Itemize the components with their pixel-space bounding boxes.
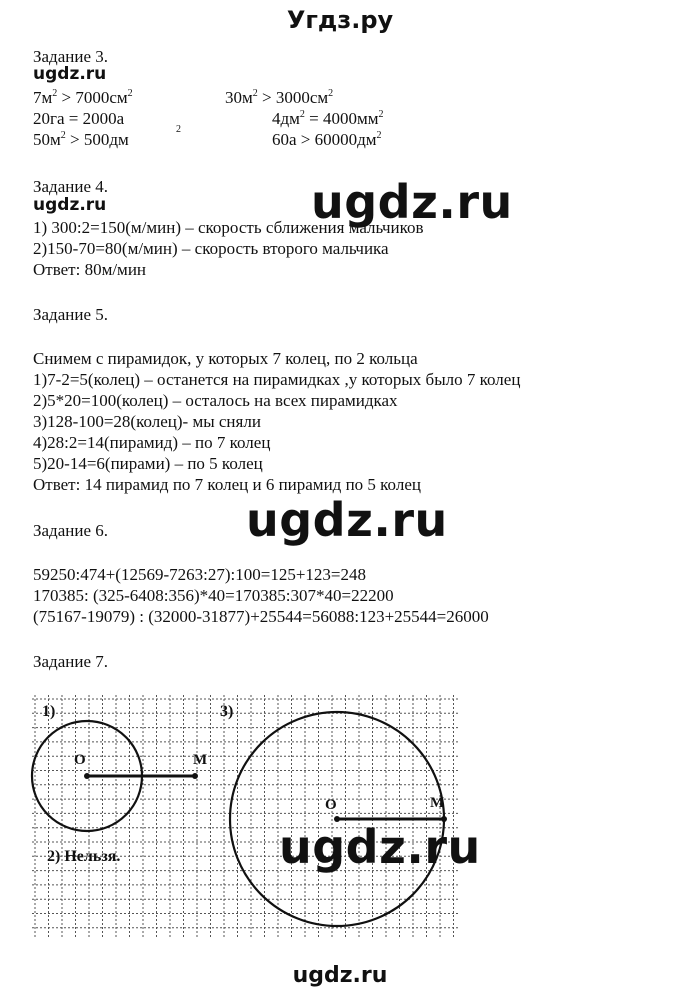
task3-title: Задание 3. (33, 47, 108, 66)
label-o-1: O (74, 752, 86, 768)
point-m-1 (192, 773, 198, 779)
watermark-small: ugdz.ru (33, 195, 107, 215)
site-header: Угдз.ру (286, 6, 394, 34)
task3-row3-right: $60а > 60000дм^2$ (272, 130, 382, 149)
task6-line-1: 59250:474+(12569-7263:27):100=125+123=248 (33, 565, 367, 584)
task6-line-2: 170385: (325-6408:356)*40=170385:307*40=22200 (33, 586, 394, 605)
task5-title: Задание 5. (33, 305, 108, 324)
figure-label-2: 2) Нельзя. (47, 848, 121, 865)
task5-line-3: 2)5*20=100(колец) – осталось на всех пирамидках (33, 391, 398, 410)
task5-line-6: 5)20-14=6(пирами) – по 5 колец (33, 454, 263, 473)
task3-row1-left: $7м^2 > 7000см^2$ (33, 88, 133, 107)
task3-row1-right: $30м^2 > 3000см^2$ (225, 88, 334, 107)
figure-label-3: 3) (220, 703, 234, 720)
task5-answer: Ответ: 14 пирамид по 7 колец и 6 пирамид по 5 колец (33, 475, 421, 494)
watermark-small: ugdz.ru (33, 64, 107, 84)
point-o-1 (84, 773, 90, 779)
label-m-1: M (193, 752, 208, 768)
site-footer: ugdz.ru (292, 963, 388, 988)
graph-paper-grid (32, 695, 460, 937)
task5-line-4: 3)128-100=28(колец)- мы сняли (33, 412, 261, 431)
watermark-big: ugdz.ru (311, 175, 513, 229)
task4-title: Задание 4. (33, 177, 108, 196)
label-m-3: M (430, 795, 445, 811)
task3-row3-left: $50м^2 > 500дм$ (33, 130, 129, 149)
task4-line-1: 1) 300:2=150(м/мин) – скорость сближения мальчиков (33, 218, 424, 237)
task5-line-1: Снимем с пирамидок, у которых 7 колец, по 2 кольца (33, 349, 418, 368)
task4-line-2: 2)150-70=80(м/мин) – скорость второго мальчика (33, 239, 389, 258)
task7-title: Задание 7. (33, 652, 108, 671)
watermark-big: ugdz.ru (246, 493, 448, 547)
task4-answer: Ответ: 80м/мин (33, 260, 147, 279)
task5-line-2: 1)7-2=5(колец) – останется на пирамидках ,у которых было 7 колец (33, 370, 521, 389)
task3-row2-right: $4дм^2 = 4000мм^2$ (272, 109, 384, 128)
task6-title: Задание 6. (33, 521, 108, 540)
label-o-3: O (325, 797, 337, 813)
task3-row2-left: 20га = 2000а (33, 109, 125, 128)
figure-label-1: 1) (42, 703, 56, 720)
task5-line-5: 4)28:2=14(пирамид) – по 7 колец (33, 433, 271, 452)
watermark-big: ugdz.ru (279, 820, 481, 874)
task3-stray-exponent: 2 (176, 124, 181, 135)
task6-line-3: (75167-19079) : (32000-31877)+25544=56088:123+25544=26000 (33, 607, 489, 626)
